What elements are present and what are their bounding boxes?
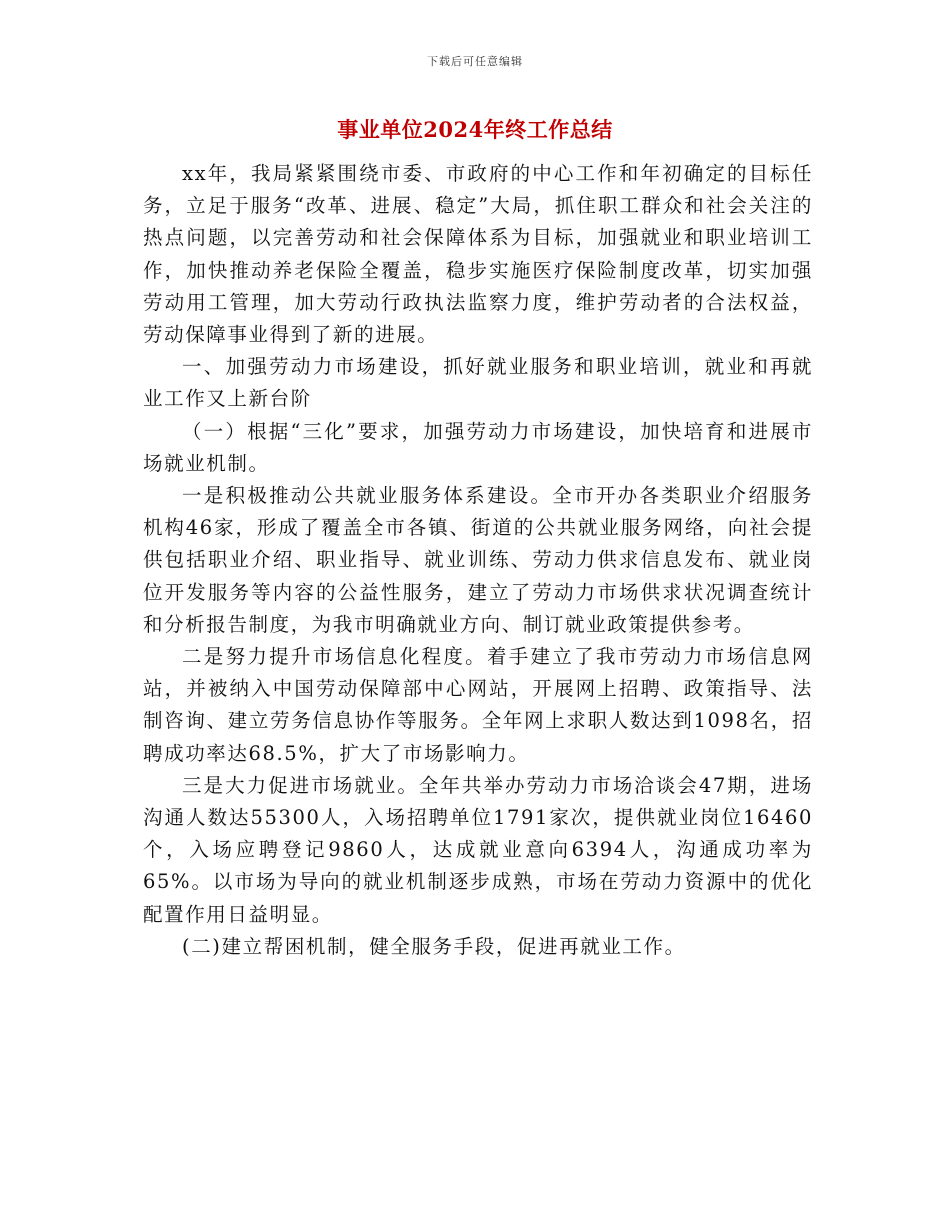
paragraph-subsection-one: （一）根据“三化”要求，加强劳动力市场建设，加快培育和进展市场就业机制。	[143, 419, 813, 475]
page-header-note: 下载后可任意编辑	[427, 55, 523, 68]
paragraph-point-one: 一是积极推动公共就业服务体系建设。全市开办各类职业介绍服务机构46家，形成了覆盖全市各镇、街道的公共就业服务网络，向社会提供包括职业介绍、职业指导、就业训练、劳动力供求信息发布、就业岗位开发服务等内容的公益性服务，建立了劳动力市场供求状况调查统计和分析报告制度，为我市明确就业方向、制订就业政策提供参考。	[143, 484, 813, 636]
paragraph-point-two: 二是努力提升市场信息化程度。着手建立了我市劳动力市场信息网站，并被纳入中国劳动保障部中心网站，开展网上招聘、政策指导、法制咨询、建立劳务信息协作等服务。全年网上求职人数达到1098名，招聘成功率达68.5%，扩大了市场影响力。	[143, 645, 813, 765]
document-body	[143, 158, 813, 963]
paragraph-intro: xx年，我局紧紧围绕市委、市政府的中心工作和年初确定的目标任务，立足于服务“改革、进展、稳定”大局，抓住职工群众和社会关注的热点问题，以完善劳动和社会保障体系为目标，加强就业和职业培训工作，加快推动养老保险全覆盖，稳步实施医疗保险制度改革，切实加强劳动用工管理，加大劳动行政执法监察力度，维护劳动者的合法权益，劳动保障事业得到了新的进展。	[143, 162, 813, 347]
document-title: 事业单位2024年终工作总结	[337, 117, 613, 142]
paragraph-subsection-two: (二)建立帮困机制，健全服务手段，促进再就业工作。	[182, 934, 686, 958]
paragraph-section-one-heading: 一、加强劳动力市场建设，抓好就业服务和职业培训，就业和再就业工作又上新台阶	[143, 355, 813, 411]
paragraph-point-three: 三是大力促进市场就业。全年共举办劳动力市场洽谈会47期，进场沟通人数达55300人，入场招聘单位1791家次，提供就业岗位16460个，入场应聘登记9860人，达成就业意向6394人，沟通成功率为65%。以市场为导向的就业机制逐步成熟，市场在劳动力资源中的优化配置作用日益明显。	[143, 773, 813, 926]
